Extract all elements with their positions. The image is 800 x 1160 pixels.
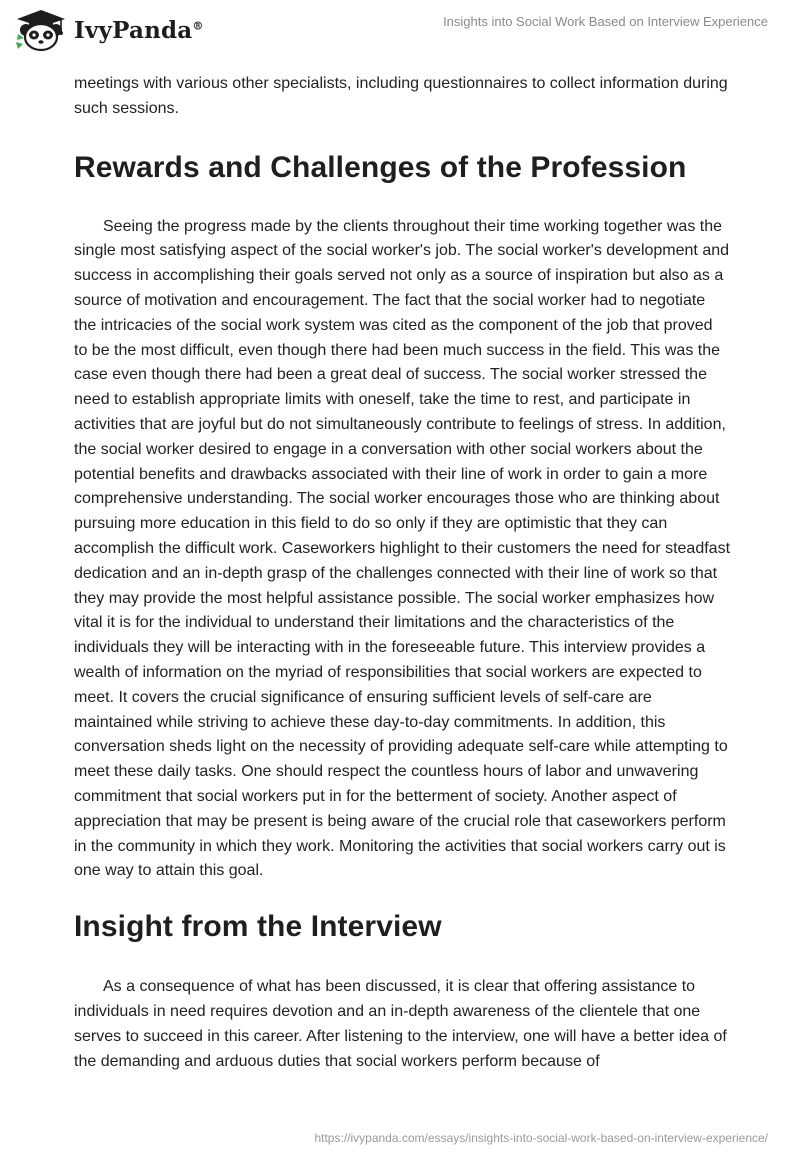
- brand-logo[interactable]: [14, 8, 204, 52]
- page-header: [0, 0, 800, 56]
- panda-graduate-icon: [14, 8, 68, 52]
- intro-paragraph: meetings with various other specialists, including questionnaires to collect information during such sessions.: [74, 75, 728, 117]
- brand-name: IvyPanda®: [74, 16, 204, 44]
- document-title: Insights into Social Work Based on Interview Experience: [443, 14, 768, 29]
- section-heading-insight: Insight from the Interview: [74, 910, 442, 944]
- section-paragraph-insight: As a consequence of what has been discussed, it is clear that offering assistance to individuals in need requires devotion and an in-depth awareness of the clientele that one serves to succeed in this career. After listening to the interview, one will have a better idea of the demanding and arduous duties that social workers perform because of: [74, 978, 727, 1070]
- essay-body: [74, 72, 730, 1074]
- section-paragraph-rewards: Seeing the progress made by the clients throughout their time working together was the single most satisfying aspect of the social worker's job. The social worker's development and success in accomplishing their goals served not only as a source of inspiration but also as a source of motivation and encouragement. The fact that the social worker had to negotiate the intricacies of the social work system was cited as the component of the job that proved to be the most difficult, even though there had been much success in the field. This was the case even though there had been a great deal of success. The social worker stressed the need to establish appropriate limits with oneself, take the time to rest, and participate in activities that are joyful but do not simultaneously contribute to feelings of stress. In addition, the social worker desired to engage in a conversation with other social workers about the potential benefits and drawbacks associated with their line of work in order to gain a more comprehensive understanding. The social worker encourages those who are thinking about pursuing more education in this field to do so only if they are optimistic that they can accomplish the difficult work. Caseworkers highlight to their customers the need for steadfast dedication and an in-depth grasp of the challenges connected with their line of work so that they may provide the most helpful assistance possible. The social worker emphasizes how vital it is for the individual to understand their limitations and the characteristics of the individuals they will be interacting with in the foreseeable future. This interview provides a wealth of information on the myriad of responsibilities that social workers are expected to meet. It covers the crucial significance of ensuring sufficient levels of self-care are maintained while striving to achieve these day-to-day commitments. In addition, this conversation sheds light on the necessity of providing adequate self-care while attempting to meet these daily tasks. One should respect the countless hours of labor and unwavering commitment that social workers put in for the betterment of society. Another aspect of appreciation that may be present is being aware of the crucial role that caseworkers perform in the community in which they work. Monitoring the activities that social workers carry out is one way to attain this goal.: [74, 217, 731, 880]
- registered-mark: ®: [192, 18, 204, 32]
- source-url[interactable]: https://ivypanda.com/essays/insights-into-social-work-based-on-interview-experience/: [314, 1131, 768, 1145]
- section-heading-rewards: Rewards and Challenges of the Profession: [74, 150, 687, 184]
